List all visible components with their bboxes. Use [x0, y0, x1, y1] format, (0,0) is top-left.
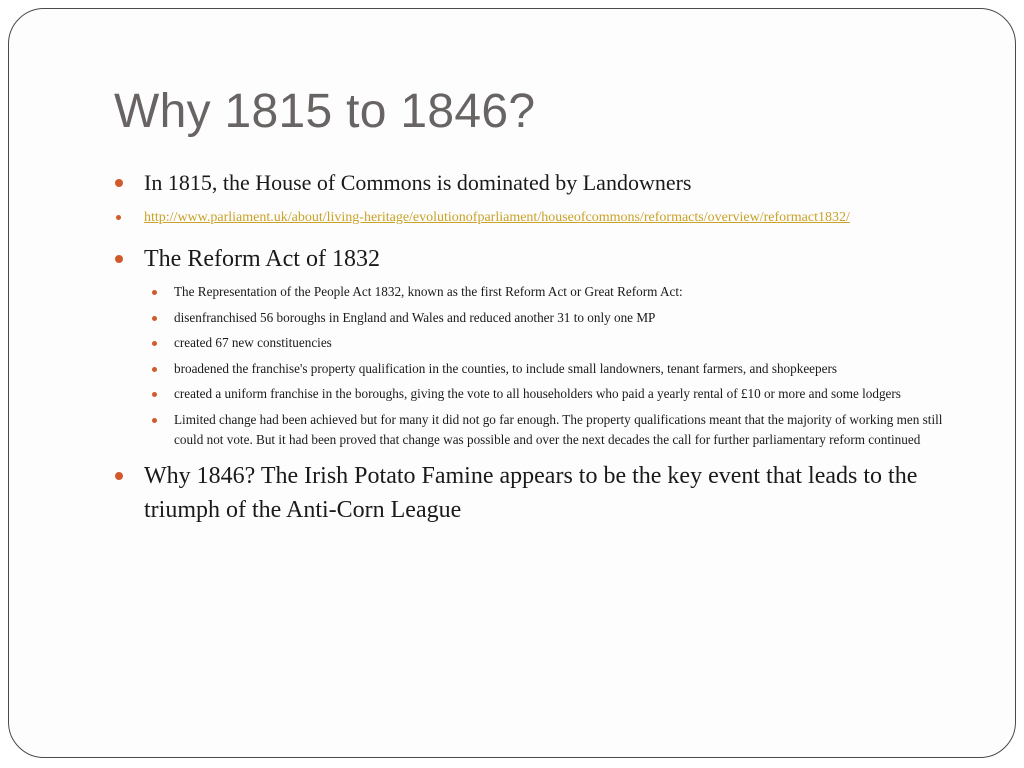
slide-content	[114, 168, 974, 527]
bullet-text: Why 1846? The Irish Potato Famine appears to be the key event that leads to the triumph of the Anti-Corn League	[144, 462, 918, 523]
sub-bullet-text: created a uniform franchise in the boroughs, giving the vote to all householders who paid a yearly rental of £10 or more and some lodgers	[174, 386, 901, 401]
bullet-text: In 1815, the House of Commons is dominated by Landowners	[144, 170, 692, 195]
sub-bullet-text: The Representation of the People Act 1832, known as the first Reform Act or Great Reform Act:	[174, 284, 683, 299]
slide-title: Why 1815 to 1846?	[114, 85, 536, 138]
bullet-why-1846	[114, 459, 974, 527]
bullet-list	[114, 168, 974, 527]
sub-bullet-text: created 67 new constituencies	[174, 335, 332, 350]
sub-bullet-text: broadened the franchise's property qualification in the counties, to include small landowners, tenant farmers, and shopkeepers	[174, 360, 838, 376]
bullet-reform-act	[114, 242, 974, 451]
bullet-house-of-commons	[114, 168, 974, 198]
bullet-text: The Reform Act of 1832	[144, 246, 380, 272]
bullet-dot-icon	[115, 255, 123, 263]
bullet-dot-icon	[116, 215, 121, 220]
sub-bullet-dot-icon	[152, 316, 157, 321]
sub-bullet-item	[144, 308, 974, 329]
sub-bullet-text: disenfranchised 56 boroughs in England and Wales and reduced another 31 to only one MP	[174, 309, 656, 325]
sub-bullet-dot-icon	[152, 290, 157, 295]
sub-bullet-list	[144, 282, 974, 451]
sub-bullet-dot-icon	[152, 392, 157, 397]
sub-bullet-dot-icon	[152, 418, 157, 423]
sub-bullet-dot-icon	[152, 367, 157, 372]
parliament-link[interactable]: http://www.parliament.uk/about/living-heritage/evolutionofparliament/houseofcommons/reformacts/overview/reformact1832/	[144, 210, 850, 225]
sub-bullet-item	[144, 384, 974, 405]
sub-bullet-item	[144, 333, 974, 354]
sub-bullet-item	[144, 282, 974, 303]
bullet-parliament-link	[114, 208, 974, 228]
sub-bullet-item	[144, 359, 974, 380]
sub-bullet-dot-icon	[152, 341, 157, 346]
bullet-dot-icon	[115, 472, 123, 480]
sub-bullet-item	[144, 410, 974, 451]
sub-bullet-text: Limited change had been achieved but for many it did not go far enough. The property qualifications meant that the majority of working men still could not vote. But it had been proved that change was possible and over the next decades the call for further parliamentary reform continued	[174, 411, 943, 447]
bullet-dot-icon	[115, 179, 123, 187]
